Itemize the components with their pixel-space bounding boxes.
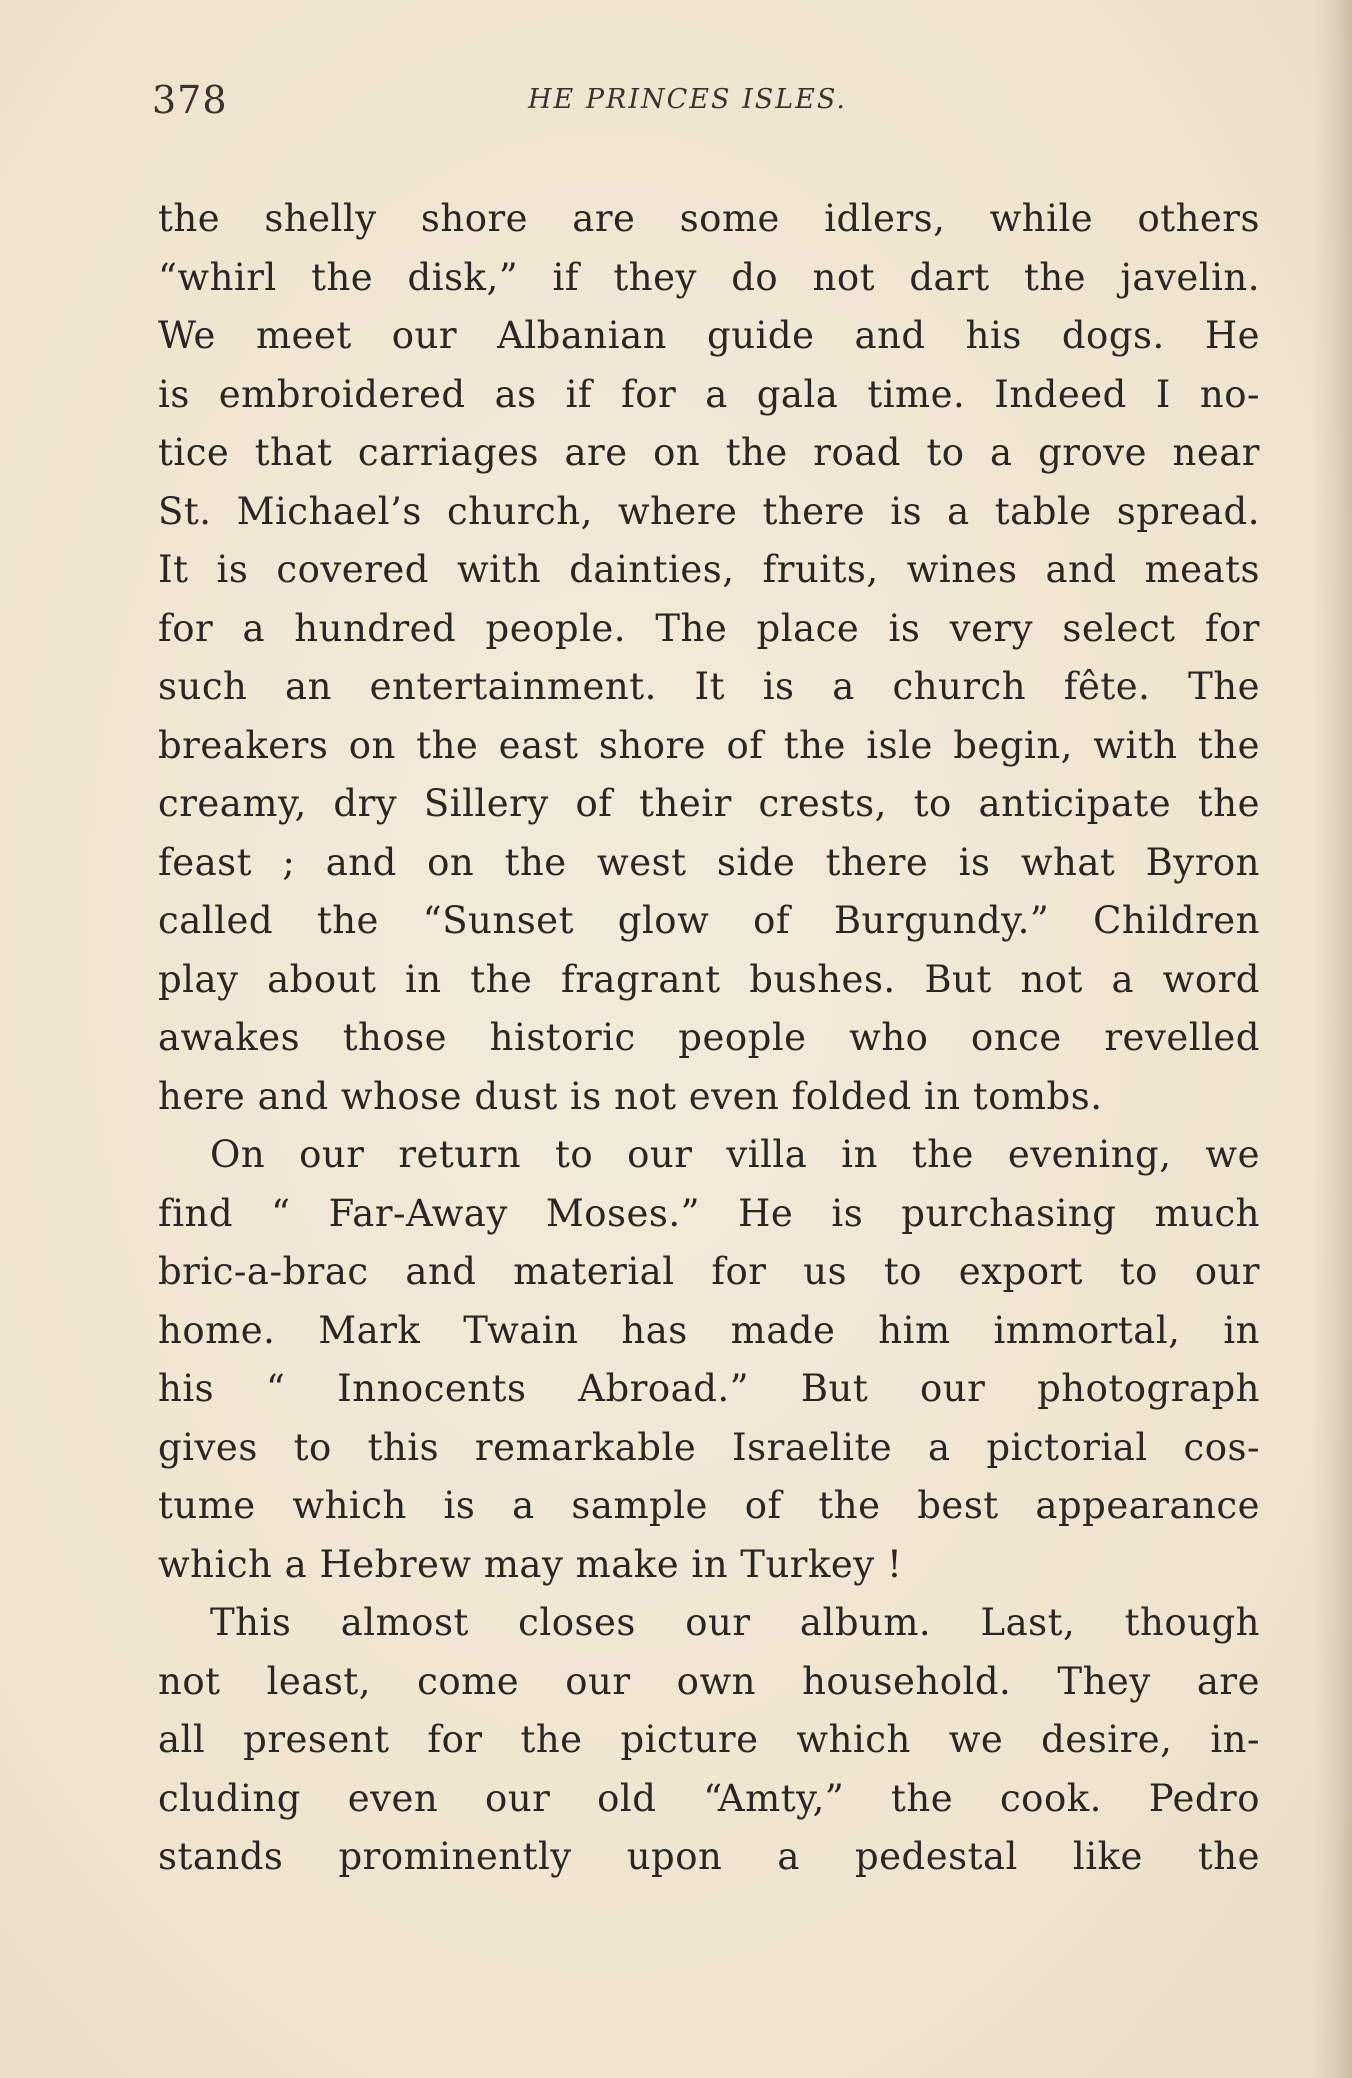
- text-line: his “ Innocents Abroad.” But our photograph: [158, 1367, 1260, 1410]
- text-line: feast ; and on the west side there is what Byron: [158, 840, 1260, 884]
- text-line: is embroidered as if for a gala time. Indeed I no-: [158, 372, 1260, 416]
- body-text: [158, 190, 1260, 1887]
- text-line: for a hundred people. The place is very select for: [158, 606, 1260, 650]
- text-line: the shelly shore are some idlers, while others: [158, 197, 1260, 240]
- page-number: 378: [152, 78, 228, 122]
- text-line: On our return to our villa in the evening, we: [210, 1133, 1260, 1176]
- text-line: find “ Far-Away Moses.” He is purchasing much: [158, 1191, 1260, 1235]
- text-line: tume which is a sample of the best appearance: [158, 1484, 1260, 1527]
- text-line: called the “Sunset glow of Burgundy.” Children: [158, 899, 1260, 942]
- gutter-shadow: [1312, 0, 1352, 2078]
- running-head: HE PRINCES ISLES.: [528, 84, 847, 115]
- text-line: all present for the picture which we desire, in-: [158, 1718, 1260, 1761]
- text-line: play about in the fragrant bushes. But not a word: [158, 957, 1260, 1001]
- text-line: breakers on the east shore of the isle begin, with the: [158, 723, 1260, 767]
- text-line: St. Michael’s church, where there is a table spread.: [158, 489, 1260, 533]
- text-line: This almost closes our album. Last, though: [210, 1601, 1260, 1644]
- text-line: which a Hebrew may make in Turkey !: [158, 1542, 903, 1586]
- text-line: here and whose dust is not even folded in tombs.: [158, 1074, 1103, 1118]
- text-line: We meet our Albanian guide and his dogs. He: [158, 314, 1260, 357]
- text-line: tice that carriages are on the road to a grove near: [158, 431, 1260, 474]
- text-line: It is covered with dainties, fruits, wines and meats: [158, 548, 1260, 591]
- text-line: home. Mark Twain has made him immortal, in: [158, 1308, 1260, 1352]
- text-line: “whirl the disk,” if they do not dart the javelin.: [158, 255, 1260, 299]
- text-line: not least, come our own household. They are: [158, 1659, 1260, 1703]
- text-line: such an entertainment. It is a church fête. The: [158, 665, 1260, 708]
- text-line: gives to this remarkable Israelite a pictorial cos-: [158, 1425, 1260, 1469]
- text-line: awakes those historic people who once revelled: [158, 1016, 1260, 1059]
- text-line: creamy, dry Sillery of their crests, to anticipate the: [158, 782, 1260, 825]
- text-line: bric-a-brac and material for us to export to our: [158, 1250, 1260, 1293]
- text-line: cluding even our old “Amty,” the cook. Pedro: [158, 1776, 1260, 1820]
- text-line: stands prominently upon a pedestal like the: [158, 1835, 1260, 1878]
